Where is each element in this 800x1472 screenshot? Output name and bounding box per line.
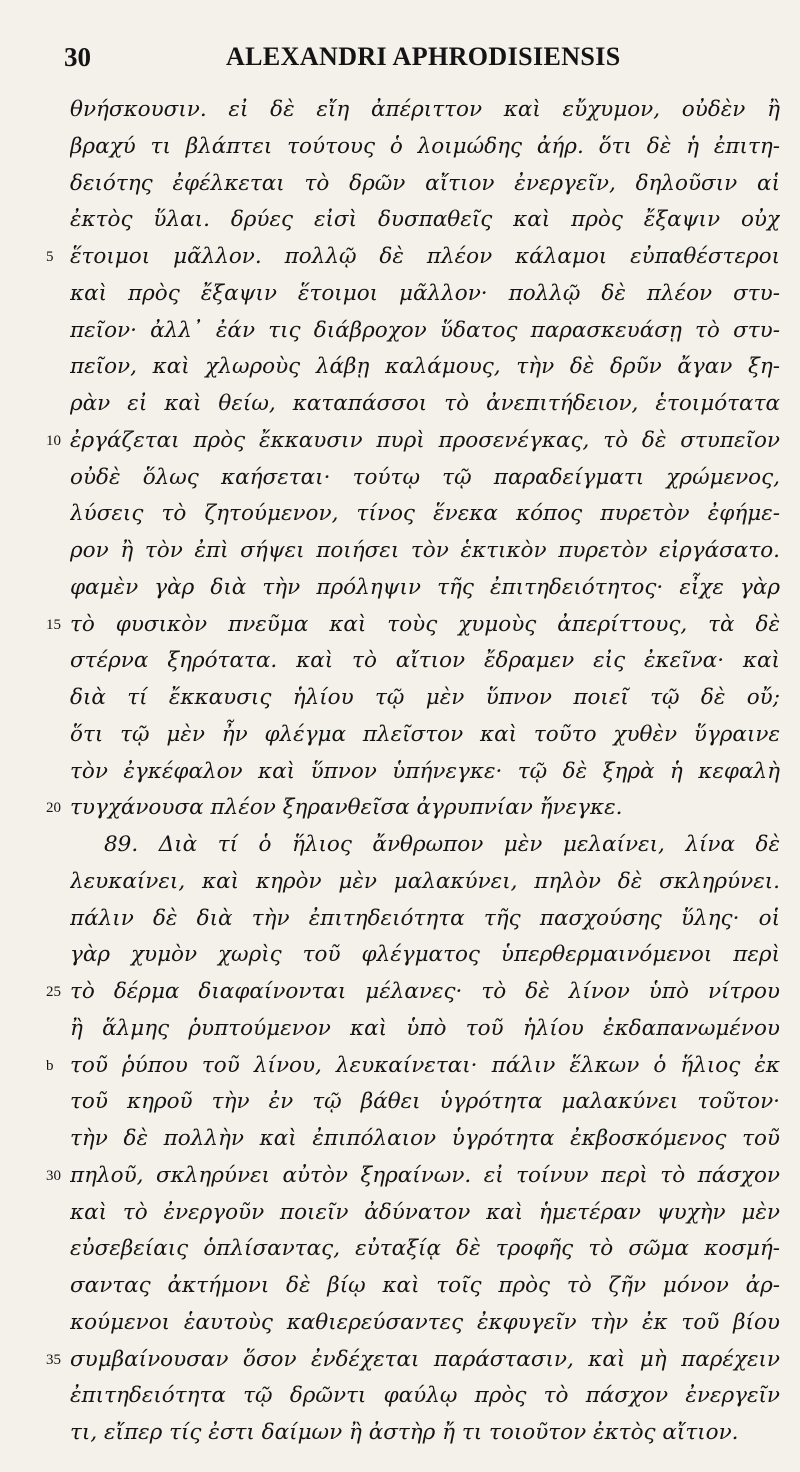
line-text: φαμὲν γὰρ διὰ τὴν πρόληψιν τῆς ἐπιτηδειότητος· εἶχε γὰρ xyxy=(70,574,780,600)
text-line xyxy=(0,1268,800,1305)
line-text: διὰ τί ἔκκαυσις ἡλίου τῷ μὲν ὕπνον ποιεῖ τῷ δὲ οὔ; xyxy=(70,685,780,710)
text-line xyxy=(0,1084,800,1121)
line-number: 20 xyxy=(46,800,61,817)
line-text: ἕτοιμοι μᾶλλον. πολλῷ δὲ πλέον κάλαμοι εὐπαθέστεροι xyxy=(70,244,780,269)
text-line xyxy=(0,92,800,129)
line-text: οὐδὲ ὅλως καήσεται· τούτῳ τῷ παραδείγματι χρώμενος, xyxy=(70,464,780,490)
text-line xyxy=(0,1121,800,1158)
page-header xyxy=(60,40,740,80)
line-text: ἐργάζεται πρὸς ἔκκαυσιν πυρὶ προσενέγκας, τὸ δὲ στυπεῖον xyxy=(70,427,780,453)
text-body xyxy=(0,92,800,1452)
line-text: τὴν δὲ πολλὴν καὶ ἐπιπόλαιον ὑγρότητα ἐκβοσκόμενος τοῦ xyxy=(70,1126,780,1151)
line-text: δειότης ἐφέλκεται τὸ δρῶν αἴτιον ἐνεργεῖν, δηλοῦσιν αἱ xyxy=(70,170,780,196)
line-text: τοῦ ῥύπου τοῦ λίνου, λευκαίνεται· πάλιν ἕλκων ὁ ἥλιος ἐκ xyxy=(70,1052,780,1078)
line-number: 10 xyxy=(46,432,61,449)
line-text: σαντας ἀκτήμονι δὲ βίῳ καὶ τοῖς πρὸς τὸ ζῆν μόνον ἀρ- xyxy=(70,1273,780,1298)
line-text: βραχύ τι βλάπτει τούτους ὁ λοιμώδης ἀήρ. ὅτι δὲ ἡ ἐπιτη- xyxy=(70,133,780,159)
line-text: εὐσεβείαις ὁπλίσαντας, εὐταξίᾳ δὲ τροφῆς τὸ σῶμα κοσμή- xyxy=(70,1236,780,1262)
line-text: τὸ φυσικὸν πνεῦμα καὶ τοὺς χυμοὺς ἀπερίττους, τὰ δὲ xyxy=(70,611,780,637)
text-line xyxy=(0,1415,800,1452)
text-line xyxy=(0,864,800,901)
text-line xyxy=(0,533,800,570)
line-text: τοῦ κηροῦ τὴν ἐν τῷ βάθει ὑγρότητα μαλακύνει τοῦτον· xyxy=(70,1089,780,1115)
line-number: 25 xyxy=(46,984,61,1000)
text-line xyxy=(0,460,800,497)
line-text: πάλιν δὲ διὰ τὴν ἐπιτηδειότητα τῆς πασχούσης ὕλης· οἱ xyxy=(70,905,780,931)
line-text: ρον ἢ τὸν ἐπὶ σήψει ποιήσει τὸν ἑκτικὸν πυρετὸν εἰργάσατο. xyxy=(70,538,780,563)
line-text: γὰρ χυμὸν χωρὶς τοῦ φλέγματος ὑπερθερμαινόμενοι περὶ xyxy=(70,942,780,968)
line-text: πηλοῦ, σκληρύνει αὐτὸν ξηραίνων. εἰ τοίνυν περὶ τὸ πάσχον xyxy=(70,1162,780,1188)
text-line xyxy=(0,1231,800,1268)
text-line xyxy=(0,166,800,203)
text-line xyxy=(0,754,800,791)
line-text: 89. Διὰ τί ὁ ἥλιος ἄνθρωπον μὲν μελαίνει, λίνα δὲ xyxy=(104,832,780,857)
line-text: ἢ ἅλμης ῥυπτούμενον καὶ ὑπὸ τοῦ ἡλίου ἐκδαπανωμένου xyxy=(70,1015,780,1041)
text-line xyxy=(0,496,800,533)
text-line xyxy=(0,1195,800,1232)
text-line xyxy=(0,607,800,644)
text-line xyxy=(0,974,800,1011)
text-line xyxy=(0,901,800,938)
line-number: 35 xyxy=(46,1351,61,1368)
line-number: 30 xyxy=(46,1167,61,1184)
text-line xyxy=(0,239,800,276)
line-text: ὅτι τῷ μὲν ἦν φλέγμα πλεῖστον καὶ τοῦτο χυθὲν ὕγραινε xyxy=(70,721,780,747)
text-line xyxy=(0,202,800,239)
line-text: ρὰν εἰ καὶ θείω, καταπάσσοι τὸ ἀνεπιτήδειον, ἑτοιμότατα xyxy=(70,391,780,416)
line-number: 15 xyxy=(46,616,61,633)
text-line xyxy=(0,423,800,460)
line-number: 5 xyxy=(46,249,54,265)
line-number: b xyxy=(46,1057,54,1074)
text-line xyxy=(0,827,800,864)
page-number: 30 xyxy=(64,42,91,72)
line-text: στέρνα ξηρότατα. καὶ τὸ αἴτιον ἔδραμεν εἰς ἐκεῖνα· καὶ xyxy=(70,648,780,674)
text-line xyxy=(0,129,800,166)
line-text: συμβαίνουσαν ὅσον ἐνδέχεται παράστασιν, καὶ μὴ παρέχειν xyxy=(70,1346,780,1372)
text-line xyxy=(0,790,800,827)
line-text: πεῖον, καὶ χλωροὺς λάβῃ καλάμους, τὴν δὲ δρῦν ἄγαν ξη- xyxy=(70,354,780,380)
text-line xyxy=(0,1342,800,1379)
running-title: ALEXANDRI APHRODISIENSIS xyxy=(226,42,621,71)
text-line xyxy=(0,1305,800,1342)
line-text: τὸ δέρμα διαφαίνονται μέλανες· τὸ δὲ λίνον ὑπὸ νίτρου xyxy=(70,979,780,1004)
line-text: κούμενοι ἑαυτοὺς καθιερεύσαντες ἐκφυγεῖν τὴν ἐκ τοῦ βίου xyxy=(70,1309,780,1335)
line-text: καὶ τὸ ἐνεργοῦν ποιεῖν ἀδύνατον καὶ ἡμετέραν ψυχὴν μὲν xyxy=(70,1199,780,1225)
line-text: ἐπιτηδειότητα τῷ δρῶντι φαύλῳ πρὸς τὸ πάσχον ἐνεργεῖν xyxy=(70,1383,780,1409)
text-line xyxy=(0,313,800,350)
text-line xyxy=(0,1158,800,1195)
text-line xyxy=(0,276,800,313)
line-text: θνήσκουσιν. εἰ δὲ εἴη ἀπέριττον καὶ εὔχυμον, οὐδὲν ἢ xyxy=(70,97,780,122)
line-text: τυγχάνουσα πλέον ξηρανθεῖσα ἀγρυπνίαν ἤνεγκε. xyxy=(70,795,623,821)
text-line xyxy=(0,349,800,386)
line-text: καὶ πρὸς ἔξαψιν ἕτοιμοι μᾶλλον· πολλῷ δὲ πλέον στυ- xyxy=(70,280,780,306)
line-text: ἐκτὸς ὕλαι. δρύες εἰσὶ δυσπαθεῖς καὶ πρὸς ἔξαψιν οὐχ xyxy=(70,207,780,233)
line-text: πεῖον· ἀλλ᾽ ἐάν τις διάβροχον ὕδατος παρασκευάσῃ τὸ στυ- xyxy=(70,317,780,343)
text-line xyxy=(0,570,800,607)
line-text: τι, εἴπερ τίς ἐστι δαίμων ἢ ἀστὴρ ἤ τι τοιοῦτον ἐκτὸς αἴτιον. xyxy=(70,1420,739,1445)
line-text: λευκαίνει, καὶ κηρὸν μὲν μαλακύνει, πηλὸν δὲ σκληρύνει. xyxy=(70,868,780,894)
text-line xyxy=(0,386,800,423)
line-text: λύσεις τὸ ζητούμενον, τίνος ἕνεκα κόπος πυρετὸν ἐφήμε- xyxy=(70,501,780,527)
text-line xyxy=(0,937,800,974)
text-line xyxy=(0,717,800,754)
text-line xyxy=(0,643,800,680)
text-line xyxy=(0,1048,800,1085)
line-text: τὸν ἐγκέφαλον καὶ ὕπνον ὑπήνεγκε· τῷ δὲ ξηρὰ ἡ κεφαλὴ xyxy=(70,758,780,784)
text-line xyxy=(0,680,800,717)
text-line xyxy=(0,1378,800,1415)
text-line xyxy=(0,1011,800,1048)
